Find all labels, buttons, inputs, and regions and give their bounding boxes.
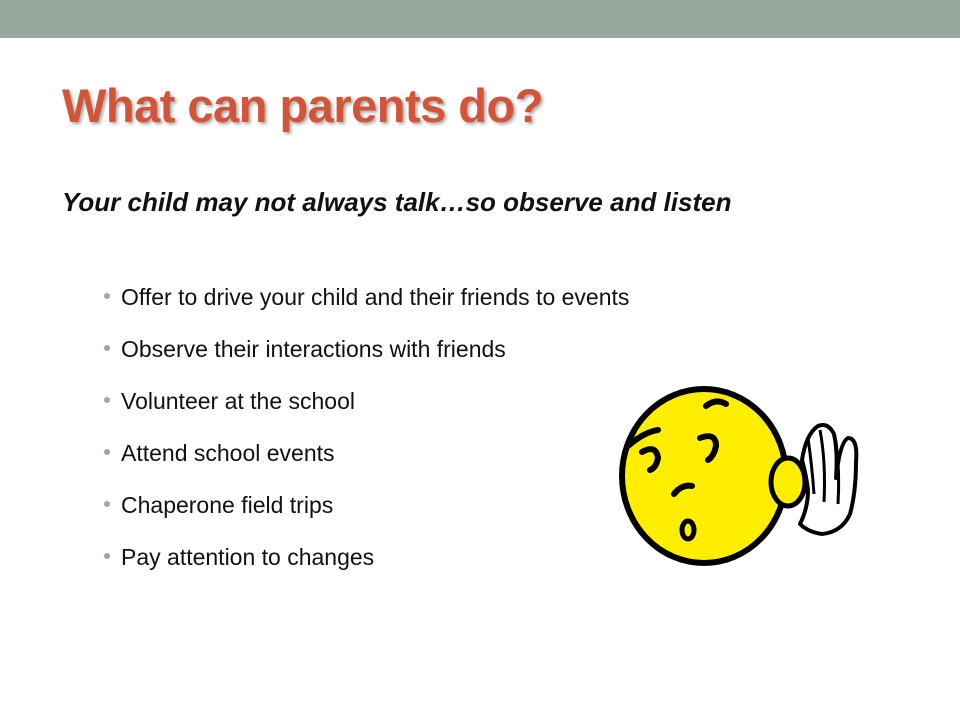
bullet-marker	[104, 553, 110, 559]
bullet-marker	[104, 397, 110, 403]
bullet-text: Chaperone field trips	[121, 492, 334, 518]
slide-title: What can parents do?	[62, 79, 543, 132]
bullet-marker	[104, 345, 110, 351]
bullet-marker	[104, 449, 110, 455]
cupped-hand	[800, 425, 856, 534]
bullet-marker	[104, 501, 110, 507]
bullet-marker	[104, 293, 110, 299]
bullet-text: Observe their interactions with friends	[121, 336, 506, 362]
face-circle	[622, 389, 786, 563]
bullet-text: Pay attention to changes	[121, 544, 375, 570]
bullet-text: Offer to drive your child and their friends to events	[121, 284, 630, 310]
bullet-text: Volunteer at the school	[121, 388, 355, 414]
slide-subtitle: Your child may not always talk…so observe and listen	[62, 187, 732, 217]
listening-face-icon	[612, 382, 864, 572]
bullet-text: Attend school events	[121, 440, 335, 466]
ear	[771, 458, 805, 506]
top-bar	[0, 0, 960, 38]
